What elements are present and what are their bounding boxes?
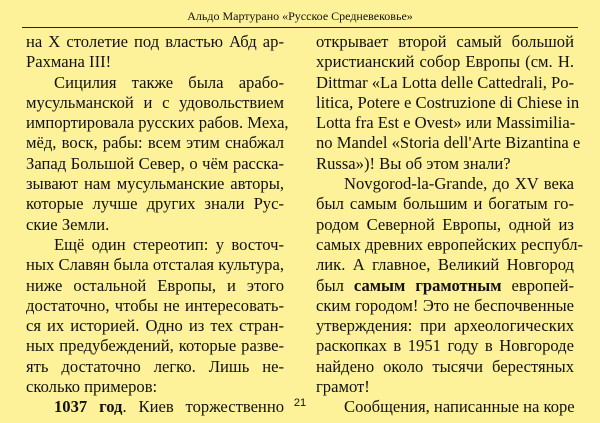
text-line: Novgorod-la-Grande, до XV века <box>344 174 574 194</box>
text-line: мусульманской и с удовольствием <box>26 92 284 112</box>
header-rule <box>22 27 578 28</box>
text-line: зывают нам мусульманские авторы, <box>26 174 284 194</box>
text-line: ных предубеждений, которые разве- <box>26 336 284 356</box>
text-line: мёд, воск, рабы: всем этим снабжал <box>26 133 284 153</box>
text-fragment: . Киев торжественно <box>122 397 284 417</box>
bold-year: 1037 год <box>54 397 123 417</box>
text-line: ниже остальной Европы, и этого <box>26 275 284 295</box>
bold-phrase: самым грамотным <box>353 275 502 295</box>
text-line: самых древних европейских республ- <box>316 234 584 254</box>
text-line: Рахмана III! <box>26 52 112 72</box>
text-line <box>316 276 574 296</box>
left-column <box>26 32 289 418</box>
text-line: litica, Potere e Costruzione di Chiese in <box>316 92 580 112</box>
text-line: открывает второй самый большой <box>316 32 574 51</box>
text-line: ять достаточно легко. Лишь не- <box>26 356 284 376</box>
text-line: no Mandel «Storia dell'Arte Bizantina e <box>316 133 581 153</box>
text-line: Запад Большой Север, о чём расска- <box>26 153 284 173</box>
text-line: сколько примеров: <box>26 377 158 397</box>
text-line: на Х столетие под властью Абд ар- <box>26 32 284 51</box>
text-line: ским городом! Это не беспочвенные <box>316 295 574 315</box>
text-line: грамот! <box>316 377 370 397</box>
text-line: ся их историей. Одно из тех стран- <box>26 316 284 336</box>
text-line: Lotta fra Est e Ovest» или Massimilia- <box>316 113 576 133</box>
text-line: Сицилия также была арабо- <box>54 72 284 92</box>
text-line: христианский собор Европы (см. H. <box>316 52 574 72</box>
text-line: лик. А главное, Великий Новгород <box>316 255 574 275</box>
running-header: Альдо Мартурано «Русское Средневековье» <box>187 9 413 23</box>
text-line: утверждения: при археологических <box>316 316 574 336</box>
text-line: импортировала русских рабов. Меха, <box>26 113 289 133</box>
text-fragment: был <box>316 275 354 295</box>
text-line: был самым большим и богатым го- <box>316 194 574 214</box>
text-fragment: европей- <box>501 275 574 295</box>
text-line: Ещё один стереотип: у восточ- <box>54 234 284 254</box>
text-line: Сообщения, написанные на коре <box>344 397 575 417</box>
text-line: которые лучше других знали Рус- <box>26 194 284 214</box>
text-line: ские Земли. <box>26 214 110 234</box>
text-line: достаточно, чтобы не интересовать- <box>26 295 284 315</box>
text-line: Dittmar «La Lotta delle Cattedrali, Po- <box>316 72 575 92</box>
page-number: 21 <box>293 397 307 409</box>
text-line: родом Северной Европы, одной из <box>316 214 574 234</box>
text-line: Russa»)! Вы об этом знали? <box>316 153 511 173</box>
text-line: ных Славян была отсталая культура, <box>26 255 284 275</box>
text-line: найдено около тысячи берестяных <box>316 356 574 376</box>
text-line: раскопках в 1951 году в Новгороде <box>316 336 574 356</box>
right-column <box>316 32 584 418</box>
